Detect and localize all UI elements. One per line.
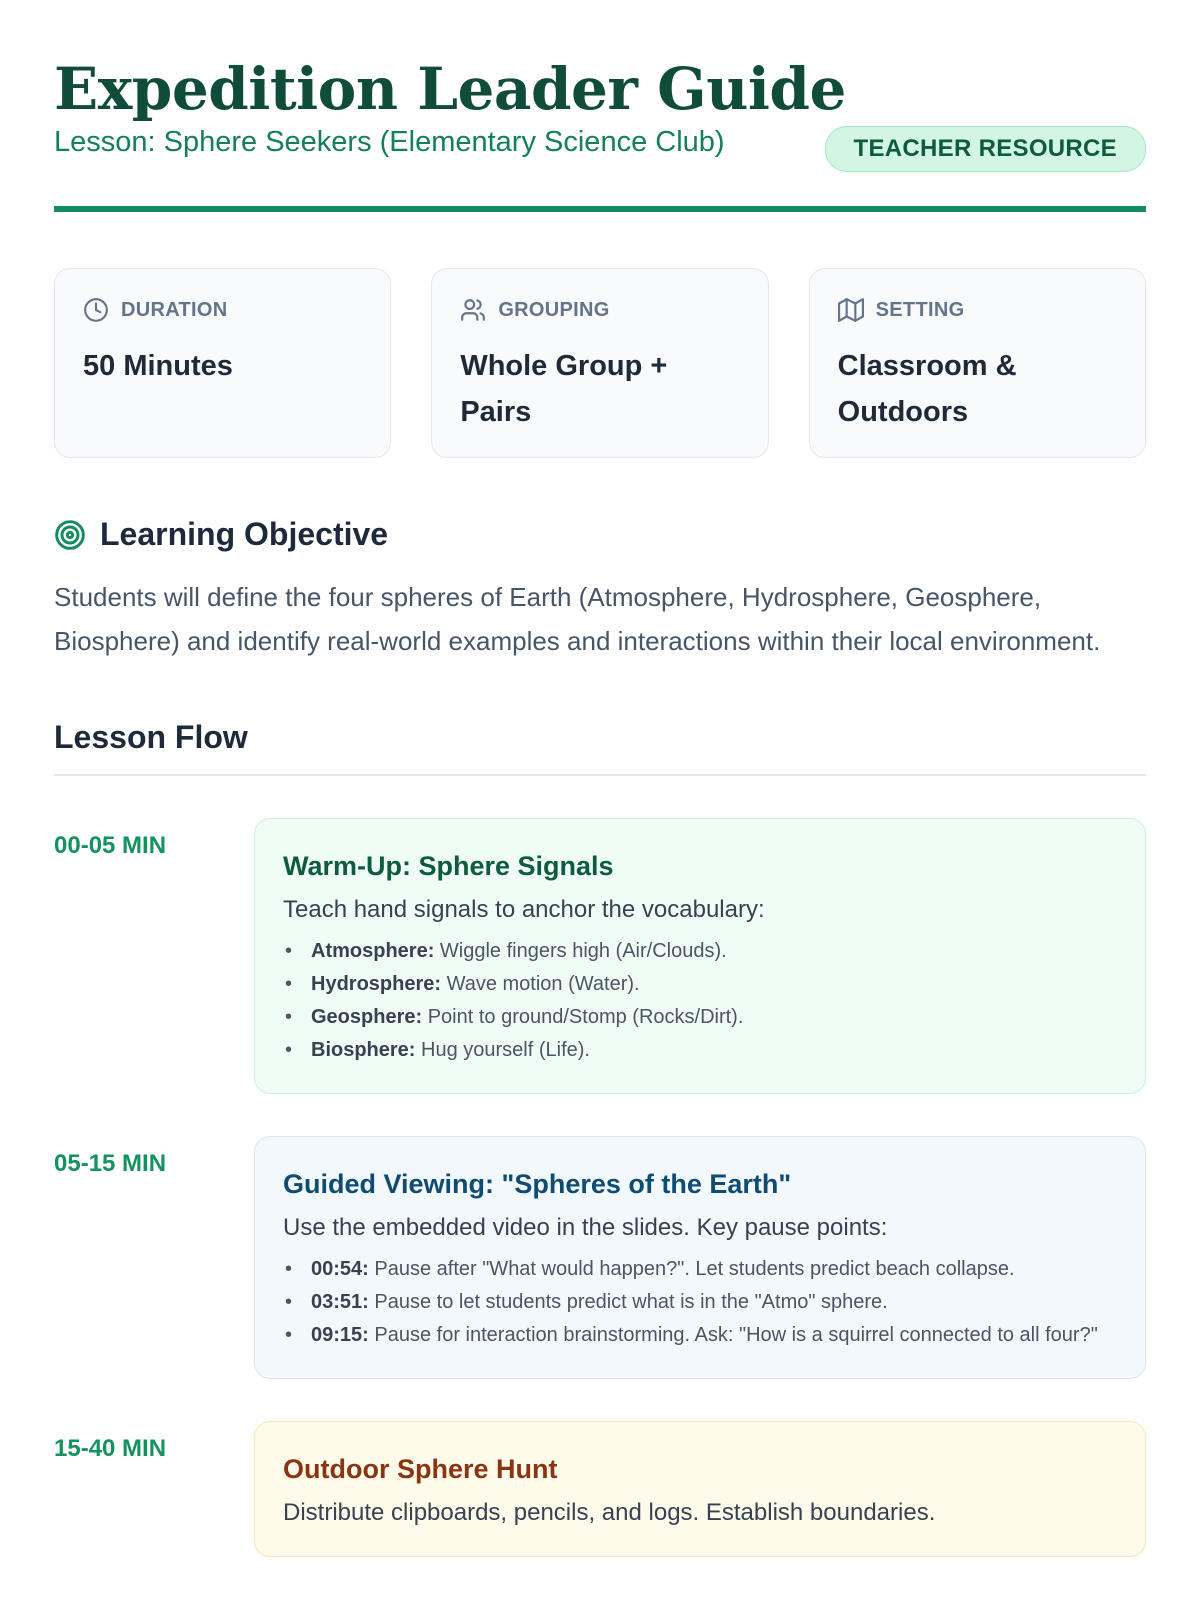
- list-item: [283, 968, 1117, 1001]
- clock-icon: [83, 297, 109, 323]
- list-item-term: Geosphere:: [311, 1006, 423, 1028]
- info-cards: [54, 268, 1146, 458]
- list-item: [283, 1319, 1117, 1352]
- list-item-text: Point to ground/Stomp (Rocks/Dirt).: [422, 1006, 744, 1028]
- flow-step-time: 05-15 MIN: [54, 1150, 167, 1177]
- flow-step-card: [254, 818, 1146, 1094]
- list-item-term: 00:54:: [311, 1258, 369, 1280]
- list-item-text: Wave motion (Water).: [441, 973, 640, 995]
- list-item-term: Biosphere:: [311, 1039, 416, 1061]
- users-icon: [460, 297, 486, 323]
- flow-step-title: Warm-Up: Sphere Signals: [283, 851, 614, 881]
- list-item-text: Pause for interaction brainstorming. Ask: "How is a squirrel connected to all four?": [368, 1324, 1098, 1346]
- flow-step-time: 15-40 MIN: [54, 1435, 167, 1462]
- list-item-text: Hug yourself (Life).: [415, 1039, 590, 1061]
- list-item: [283, 1253, 1117, 1286]
- teacher-resource-badge: TEACHER RESOURCE: [825, 126, 1147, 172]
- flow-step-time: 00-05 MIN: [54, 832, 167, 859]
- setting-label: SETTING: [875, 298, 965, 321]
- flow-step-card: [254, 1136, 1146, 1379]
- target-icon: [54, 519, 86, 551]
- grouping-value: Whole Group + Pairs: [460, 350, 668, 428]
- lesson-flow-title: Lesson Flow: [54, 719, 1146, 776]
- list-item: [283, 1001, 1117, 1034]
- page-header: [54, 0, 1146, 210]
- flow-step-list: [283, 1253, 1117, 1352]
- objective-heading: [54, 516, 1146, 553]
- setting-card: [809, 268, 1146, 458]
- header-divider: [54, 206, 1146, 212]
- flow-step-description: Use the embedded video in the slides. Key pause points:: [283, 1214, 888, 1241]
- page-title: Expedition Leader Guide: [54, 55, 846, 123]
- grouping-card: [431, 268, 768, 458]
- duration-label: DURATION: [121, 298, 228, 321]
- flow-step: [54, 1421, 1146, 1557]
- list-item-term: Hydrosphere:: [311, 973, 442, 995]
- list-item-term: Atmosphere:: [311, 940, 435, 962]
- flow-step: [54, 1136, 1146, 1379]
- lesson-subtitle: Lesson: Sphere Seekers (Elementary Science Club): [54, 126, 725, 158]
- flow-step-title: Guided Viewing: "Spheres of the Earth": [283, 1169, 792, 1199]
- setting-value: Classroom & Outdoors: [837, 350, 1017, 428]
- objective-text: Students will define the four spheres of Earth (Atmosphere, Hydrosphere, Geosphere, Biosphere) and identify real-world examples and interactions within their local environment.: [54, 582, 1101, 656]
- flow-step-description: Teach hand signals to anchor the vocabulary:: [283, 896, 765, 923]
- list-item-text: Wiggle fingers high (Air/Clouds).: [434, 940, 727, 962]
- grouping-label: GROUPING: [498, 298, 610, 321]
- flow-step-description: Distribute clipboards, pencils, and logs. Establish boundaries.: [283, 1499, 936, 1526]
- list-item-text: Pause to let students predict what is in the "Atmo" sphere.: [368, 1291, 888, 1313]
- map-icon: [838, 297, 864, 323]
- flow-step-title: Outdoor Sphere Hunt: [283, 1454, 558, 1484]
- list-item-term: 03:51:: [311, 1291, 369, 1313]
- objective-title: Learning Objective: [100, 516, 389, 552]
- list-item-text: Pause after "What would happen?". Let students predict beach collapse.: [368, 1258, 1015, 1280]
- list-item-term: 09:15:: [311, 1324, 369, 1346]
- flow-step-list: [283, 935, 1117, 1067]
- list-item: [283, 1034, 1117, 1067]
- flow-step-card: [254, 1421, 1146, 1557]
- duration-value: 50 Minutes: [83, 350, 233, 382]
- flow-step: [54, 818, 1146, 1094]
- list-item: [283, 1286, 1117, 1319]
- duration-card: [54, 268, 391, 458]
- list-item: [283, 935, 1117, 968]
